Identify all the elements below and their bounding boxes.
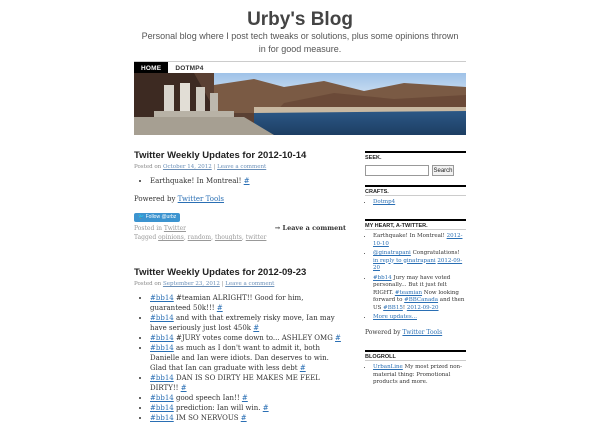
tweet-hash-link[interactable]: #	[262, 404, 269, 412]
post-1	[134, 150, 346, 242]
tweet-text: prediction: Ian will win.	[175, 404, 261, 412]
tweet-hash-link[interactable]: #	[240, 414, 247, 422]
tag-link[interactable]: thoughts	[214, 234, 242, 241]
hashtag-link[interactable]: #bb14	[373, 274, 392, 281]
crafts-widget	[365, 185, 466, 209]
tweet-text: IM SO NERVOUS	[175, 414, 239, 422]
bird-icon: 🐦	[138, 214, 145, 220]
tweets-list	[365, 233, 466, 322]
list-item	[150, 393, 346, 403]
main-nav	[134, 61, 466, 73]
powered-by	[134, 195, 346, 203]
tweet-list	[134, 176, 346, 186]
post-date-link[interactable]: October 14, 2012	[162, 164, 212, 170]
blogroll-heading: BLOGROLL	[365, 350, 466, 360]
hashtag-link[interactable]: #bb14	[150, 414, 174, 422]
tweet-hash-link[interactable]: #	[299, 364, 306, 372]
sidebar-powered-by	[365, 329, 466, 336]
tweet-hash-link[interactable]: #	[241, 394, 248, 402]
nav-dotmp4[interactable]: DOTMP4	[175, 65, 204, 72]
tweet-text: #JURY votes come down to... ASHLEY OMG	[175, 334, 333, 342]
search-heading: SEEK.	[365, 151, 466, 161]
list-item	[150, 333, 346, 343]
tweet-hash-link[interactable]: #	[253, 324, 260, 332]
meta-separator: |	[221, 281, 224, 287]
crafts-heading: CRAFTS.	[365, 185, 466, 195]
hashtag-link[interactable]: #bb14	[150, 374, 174, 382]
tweet-text: #teamian ALRIGHT!! Good for him, guaranteed 50k!!!	[150, 294, 304, 312]
twitter-widget	[365, 219, 466, 336]
list-item	[373, 199, 466, 207]
tweet-date-link[interactable]: 2012-09-20	[373, 257, 463, 271]
posted-in-label: Posted in	[134, 225, 162, 232]
tweet-date-link[interactable]: 2012-10-10	[373, 233, 463, 247]
post-footer: Posted in Twitter Tagged opinions, random, thoughts, twitter → Leave a comment	[134, 224, 346, 241]
list-item	[150, 293, 346, 313]
tagged-label: Tagged	[134, 234, 157, 241]
list-item	[373, 364, 466, 387]
blogroll-widget	[365, 350, 466, 389]
tweet-text: and then US	[373, 297, 465, 311]
hashtag-link[interactable]: #bb14	[150, 294, 174, 302]
post-meta	[134, 281, 346, 287]
blogroll-link-urbanline[interactable]: UrbanLine	[373, 364, 403, 370]
mention-link[interactable]: @ginatrapani	[373, 250, 411, 256]
comment-link[interactable]: Leave a comment	[217, 164, 267, 170]
tweet-text: good speech Ian!!	[175, 394, 240, 402]
search-form	[365, 165, 466, 176]
tag-link[interactable]: opinions	[158, 234, 184, 241]
twitter-heading: MY HEART, A-TWITTER.	[365, 219, 466, 229]
post-2	[134, 267, 346, 423]
tweet-text: Congratulations!	[412, 250, 460, 256]
tag-link[interactable]: twitter	[245, 234, 267, 241]
post-title[interactable]: Twitter Weekly Updates for 2012-10-14	[134, 150, 307, 161]
post-meta	[134, 164, 346, 170]
post-date-link[interactable]: September 23, 2012	[162, 281, 220, 287]
tweet-hash-link[interactable]: #	[243, 177, 250, 185]
hashtag-link[interactable]: #bb14	[150, 334, 174, 342]
tweet-text: Earthquake! In Montreal!	[150, 177, 242, 185]
tweet-text: !	[402, 304, 406, 311]
tweet-text: Now looking forward to	[373, 289, 459, 303]
hashtag-link[interactable]: #bb14	[150, 404, 174, 412]
leave-comment-link[interactable]: → Leave a comment	[274, 224, 346, 232]
site-description: Personal blog where I post tech tweaks or solutions, plus some opinions thrown in for good measure.	[141, 31, 459, 54]
site-title[interactable]: Urby's Blog	[247, 9, 353, 30]
list-item	[150, 176, 346, 186]
search-button[interactable]: Search	[432, 165, 454, 176]
posted-on-label: Posted on	[134, 164, 162, 170]
posted-on-label: Posted on	[134, 281, 162, 287]
tweet-hash-link[interactable]: #	[216, 304, 223, 312]
hashtag-link[interactable]: #bb14	[150, 344, 174, 352]
crafts-link-dotmp4[interactable]: Dotmp4	[373, 199, 396, 205]
more-updates-link[interactable]: More updates...	[373, 314, 417, 320]
hashtag-link[interactable]: #BB15	[383, 304, 403, 311]
tweet-list	[134, 293, 346, 423]
crafts-list	[365, 199, 466, 207]
twitter-tools-link[interactable]: Twitter Tools	[177, 195, 225, 203]
reply-link[interactable]: in reply to ginatrapani	[373, 257, 436, 264]
twitter-tools-link[interactable]: Twitter Tools	[402, 328, 443, 336]
blogroll-desc: My most prized non-material thing: Promotional products and more.	[373, 364, 462, 385]
list-item	[373, 314, 466, 322]
hashtag-link[interactable]: #bb14	[150, 394, 174, 402]
list-item	[373, 250, 466, 273]
header-image	[134, 73, 466, 135]
follow-label: Follow @urbz	[145, 214, 177, 220]
tweet-text: Jury may have voted personally... But it just felt RIGHT.	[373, 274, 451, 296]
powered-prefix: Powered by	[134, 195, 176, 203]
tweet-text: as much as I don't want to admit it, both Danielle and Ian were idiots. Dan deserves to win. Glad that Ian can graduate with less debt	[150, 344, 329, 372]
tweet-hash-link[interactable]: #	[180, 384, 187, 392]
category-link[interactable]: Twitter	[163, 225, 186, 232]
search-input[interactable]	[365, 165, 429, 176]
tweet-text: Earthquake! In Montreal!	[373, 233, 445, 239]
list-item	[150, 313, 346, 333]
nav-home[interactable]: HOME	[134, 62, 168, 73]
list-item	[373, 275, 466, 313]
tweet-date-link[interactable]: 2012-09-20	[406, 304, 439, 311]
list-item	[150, 413, 346, 423]
hashtag-link[interactable]: #BBCanada	[404, 297, 439, 303]
list-item	[373, 233, 466, 248]
tweet-text: DAN IS SO DIRTY HE MAKES ME FEEL DIRTY!!	[150, 374, 320, 392]
blogroll-list	[365, 364, 466, 387]
sidebar	[365, 151, 466, 176]
tweet-hash-link[interactable]: #	[335, 334, 341, 342]
list-item	[150, 403, 346, 413]
tweet-text: and with that extremely risky move, Ian may have seriously just lost 450k	[150, 314, 335, 332]
comment-link[interactable]: Leave a comment	[225, 281, 275, 287]
follow-button[interactable]	[134, 213, 180, 222]
post-title[interactable]: Twitter Weekly Updates for 2012-09-23	[134, 267, 307, 278]
powered-prefix: Powered by	[365, 328, 401, 336]
meta-separator: |	[213, 164, 216, 170]
hashtag-link[interactable]: #teamian	[394, 289, 423, 296]
list-item	[150, 373, 346, 393]
list-item	[150, 343, 346, 373]
tag-link[interactable]: random	[187, 234, 212, 241]
hashtag-link[interactable]: #bb14	[150, 314, 174, 322]
